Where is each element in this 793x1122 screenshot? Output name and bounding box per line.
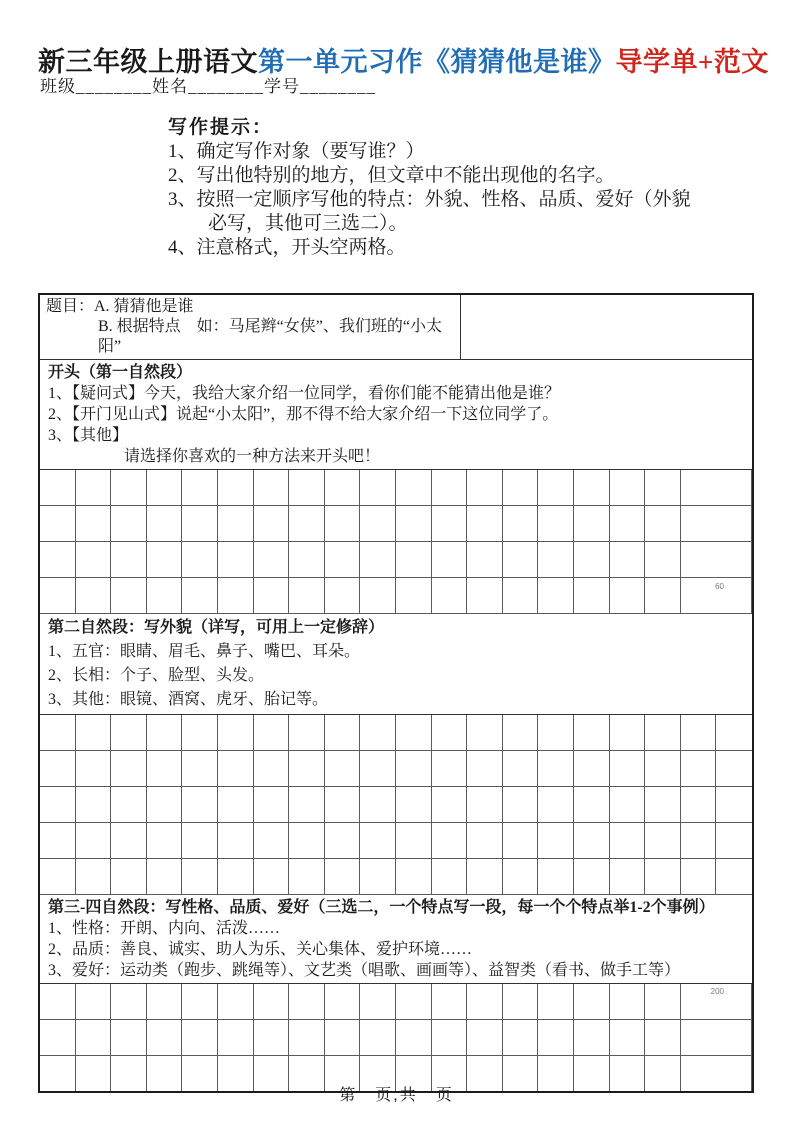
grid-cell [218,470,254,506]
title-unit-part: 第一单元习作《猜猜他是谁》 [258,47,616,78]
grid-cell [111,470,147,506]
grid-cell [182,506,218,542]
grid-cell [40,470,76,506]
grid-cell [432,859,468,895]
grid-cell [538,787,574,823]
writing-grid-3 [40,984,752,1091]
outline-table [38,293,754,1093]
grid-cell [467,578,503,614]
grid-cell [182,1020,218,1056]
grid-cell [538,751,574,787]
grid-cell [325,984,361,1020]
grid-cell [254,1020,290,1056]
grid-cell [467,715,503,751]
grid-cell [645,506,681,542]
grid-cell [574,859,610,895]
grid-cell [681,859,717,895]
grid-cell [360,506,396,542]
writing-grid-2 [40,715,752,895]
grid-cell [681,787,717,823]
traits-item-2: 2、品质：善良、诚实、助人为乐、关心集体、爱护环境…… [48,941,473,958]
section-appearance [40,614,752,715]
grid-cell [467,506,503,542]
grid-cell [218,578,254,614]
grid-cell [289,984,325,1020]
grid-cell [396,470,432,506]
opening-item-2: 2、【开门见山式】说起“小太阳”，那不得不给大家介绍一下这位同学了。 [48,406,559,423]
grid-cell [503,751,539,787]
grid-cell [503,823,539,859]
grid-cell [218,823,254,859]
page-footer: 第 页,共 页 [339,1087,454,1104]
grid-cell [289,787,325,823]
grid-cell [716,542,752,578]
grid-cell [360,470,396,506]
grid-cell [325,787,361,823]
grid-cell [645,578,681,614]
grid-cell [111,578,147,614]
grid-cell [254,984,290,1020]
grid-cell [467,542,503,578]
grid-cell [218,506,254,542]
grid-cell [538,1020,574,1056]
grid-cell [111,859,147,895]
grid-cell [254,470,290,506]
grid-cell [503,859,539,895]
grid-cell [360,542,396,578]
tips-heading: 写作提示： [168,117,274,138]
grid-cell [76,823,112,859]
grid-cell [289,470,325,506]
grid-cell [574,751,610,787]
grid-cell [218,751,254,787]
grid-cell [254,506,290,542]
grid-cell [432,751,468,787]
grid-cell [325,506,361,542]
grid-cell [182,751,218,787]
grid-cell [574,578,610,614]
grid-cell [289,578,325,614]
grid-cell [147,859,183,895]
grid-cell [681,823,717,859]
grid-cell [289,751,325,787]
grid-cell [645,984,681,1020]
grid-cell [325,715,361,751]
grid-cell [254,787,290,823]
grid-cell [360,715,396,751]
grid-cell [360,751,396,787]
grid-cell [40,787,76,823]
grid-cell [218,542,254,578]
grid-cell [610,578,646,614]
grid-cell [432,470,468,506]
grid-cell [254,751,290,787]
grid-cell [610,859,646,895]
grid-cell [467,470,503,506]
grid-cell [254,715,290,751]
grid-cell [325,751,361,787]
grid-cell [40,859,76,895]
grid-cell [182,542,218,578]
grid-cell [716,751,752,787]
grid-cell [681,1020,717,1056]
grid-cell [40,984,76,1020]
grid-cell [432,542,468,578]
grid-cell [254,859,290,895]
grid-cell [574,506,610,542]
grid-cell [610,506,646,542]
grid-cell [111,823,147,859]
grid-cell [182,859,218,895]
grid-cell [396,984,432,1020]
grid-cell [182,984,218,1020]
grid-cell [432,578,468,614]
grid-cell [40,1020,76,1056]
grid-cell [681,470,717,506]
grid-cell [111,787,147,823]
grid-cell [396,823,432,859]
grid-cell [681,506,717,542]
opening-prompt: 请选择你喜欢的一种方法来开头吧！ [124,448,381,465]
grid-cell [76,859,112,895]
grid-cell [147,578,183,614]
grid-cell [218,787,254,823]
opening-item-1: 1、【疑问式】今天，我给大家介绍一位同学，看你们能不能猜出他是谁？ [48,385,561,402]
grid-cell [40,715,76,751]
grid-cell [538,578,574,614]
grid-cell [432,787,468,823]
grid-cell [503,1020,539,1056]
grid-cell [396,1020,432,1056]
grid-cell [503,787,539,823]
grid-cell [218,1020,254,1056]
traits-item-3: 3、爱好：运动类（跑步、跳绳等）、文艺类（唱歌、画画等）、益智类（看书、做手工等） [48,962,681,979]
grid-cell [645,859,681,895]
opening-item-3: 3、【其他】 [48,427,129,444]
grid-cell [716,715,752,751]
grid-cell [610,787,646,823]
grid-cell [289,1020,325,1056]
grid-cell [325,859,361,895]
grid-cell [147,470,183,506]
writing-tips [168,116,691,260]
grid-cell [645,751,681,787]
grid-cell [325,542,361,578]
grid-cell [467,1020,503,1056]
grid-cell [645,470,681,506]
grid-cell [538,470,574,506]
grid-cell [289,506,325,542]
grid-cell [147,542,183,578]
topic-cell [40,295,460,359]
writing-grid-1 [40,470,752,614]
grid-cell [289,715,325,751]
grid-cell [218,715,254,751]
grid-cell [76,542,112,578]
grid-cell [645,1020,681,1056]
grid-cell [76,1020,112,1056]
grid-cell [467,984,503,1020]
grid-cell [574,470,610,506]
appearance-item-2: 2、长相：个子、脸型、头发。 [48,667,265,684]
grid-cell [218,859,254,895]
grid-cell [645,715,681,751]
grid-cell [396,715,432,751]
grid-cell [182,470,218,506]
grid-cell [147,715,183,751]
opening-heading: 开头（第一自然段） [48,364,193,381]
grid-cell [396,787,432,823]
grid-cell [467,859,503,895]
grid-cell [76,715,112,751]
grid-cell [111,542,147,578]
grid-cell [432,1020,468,1056]
grid-cell [538,715,574,751]
grid-cell [610,470,646,506]
grid-cell [610,1020,646,1056]
grid-cell [574,715,610,751]
traits-heading: 第三-四自然段：写性格、品质、爱好（三选二，一个特点写一段，每一个个特点举1-2个事例） [48,899,715,916]
grid-cell [538,542,574,578]
char-count-marker-60: 60 [715,582,724,591]
grid-cell [538,984,574,1020]
grid-cell [360,859,396,895]
grid-cell [574,787,610,823]
grid-cell [574,984,610,1020]
grid-cell [574,542,610,578]
grid-cell [360,787,396,823]
title-suffix-part: 导学单+范文 [615,47,769,78]
grid-cell [681,578,717,614]
grid-cell [325,1020,361,1056]
grid-cell [76,751,112,787]
grid-cell [645,542,681,578]
grid-cell [111,751,147,787]
grid-cell [360,823,396,859]
topic-row [40,295,752,360]
appearance-item-1: 1、五官：眼睛、眉毛、鼻子、嘴巴、耳朵。 [48,643,361,660]
grid-cell [645,787,681,823]
grid-cell [396,859,432,895]
grid-cell [396,506,432,542]
grid-cell [111,715,147,751]
grid-cell [40,751,76,787]
grid-cell [182,578,218,614]
grid-cell [289,859,325,895]
grid-cell [360,578,396,614]
section-opening-paragraph [40,360,752,470]
grid-cell [432,506,468,542]
grid-cell [432,984,468,1020]
grid-cell [76,787,112,823]
grid-cell [681,542,717,578]
grid-cell [40,506,76,542]
grid-cell [574,1020,610,1056]
student-info-line: 班级________姓名________学号________ [40,77,376,96]
grid-cell [467,823,503,859]
grid-cell [111,1020,147,1056]
traits-item-1: 1、性格：开朗、内向、活泼…… [48,920,281,937]
grid-cell [76,578,112,614]
grid-cell [645,823,681,859]
grid-cell [182,787,218,823]
grid-cell [716,787,752,823]
grid-cell [325,578,361,614]
section-traits [40,895,752,984]
grid-cell [147,787,183,823]
grid-cell [610,715,646,751]
grid-cell [111,984,147,1020]
grid-cell [396,751,432,787]
grid-cell [574,823,610,859]
appearance-item-3: 3、其他：眼镜、酒窝、虎牙、胎记等。 [48,691,329,708]
grid-cell [396,542,432,578]
char-count-marker-200: 200 [710,987,724,996]
grid-cell [503,578,539,614]
grid-cell [325,470,361,506]
tip-item-3: 3、按照一定顺序写他的特点：外貌、性格、品质、爱好（外貌 [168,189,691,210]
grid-cell [716,470,752,506]
grid-cell [111,506,147,542]
grid-cell [610,984,646,1020]
appearance-heading: 第二自然段：写外貌（详写，可用上一定修辞） [48,619,385,636]
grid-cell [681,715,717,751]
grid-cell [467,787,503,823]
grid-cell [716,859,752,895]
grid-cell [681,751,717,787]
topic-option-b: B. 根据特点 如：马尾辫“女侠”、我们班的“小太阳” [98,318,442,355]
grid-cell [432,823,468,859]
grid-cell [716,1020,752,1056]
grid-cell [254,542,290,578]
grid-cell [147,984,183,1020]
topic-option-a: 题目：A. 猜猜他是谁 [46,298,194,315]
grid-cell [40,542,76,578]
grid-cell [716,506,752,542]
grid-cell [467,751,503,787]
grid-cell [147,751,183,787]
grid-cell [182,823,218,859]
grid-cell [76,506,112,542]
grid-cell [147,1020,183,1056]
grid-cell [147,823,183,859]
grid-cell [538,823,574,859]
grid-cell [538,859,574,895]
grid-cell [254,823,290,859]
grid-cell [360,984,396,1020]
grid-cell [610,751,646,787]
grid-cell [218,984,254,1020]
grid-cell [76,984,112,1020]
tip-item-2: 2、写出他特别的地方，但文章中不能出现他的名字。 [168,165,615,186]
grid-cell [147,506,183,542]
grid-cell [503,542,539,578]
grid-cell [254,578,290,614]
grid-cell [610,542,646,578]
grid-cell [610,823,646,859]
grid-cell [503,715,539,751]
grid-cell [40,578,76,614]
grid-cell [432,715,468,751]
grid-cell [182,715,218,751]
grid-cell [360,1020,396,1056]
grid-cell [503,470,539,506]
grid-cell [538,506,574,542]
grid-cell [716,823,752,859]
grid-cell [503,506,539,542]
grid-cell [503,984,539,1020]
tip-item-3-continued: 必写，其他可三选二）。 [208,213,408,234]
title-course-part: 新三年级上册语文 [38,47,258,78]
topic-row-empty-cell [460,295,752,359]
grid-cell [289,542,325,578]
grid-cell [396,578,432,614]
grid-cell [76,470,112,506]
tip-item-4: 4、注意格式，开头空两格。 [168,237,406,258]
tip-item-1: 1、确定写作对象（要写谁？） [168,141,425,162]
grid-cell [40,823,76,859]
grid-cell [289,823,325,859]
grid-cell [325,823,361,859]
